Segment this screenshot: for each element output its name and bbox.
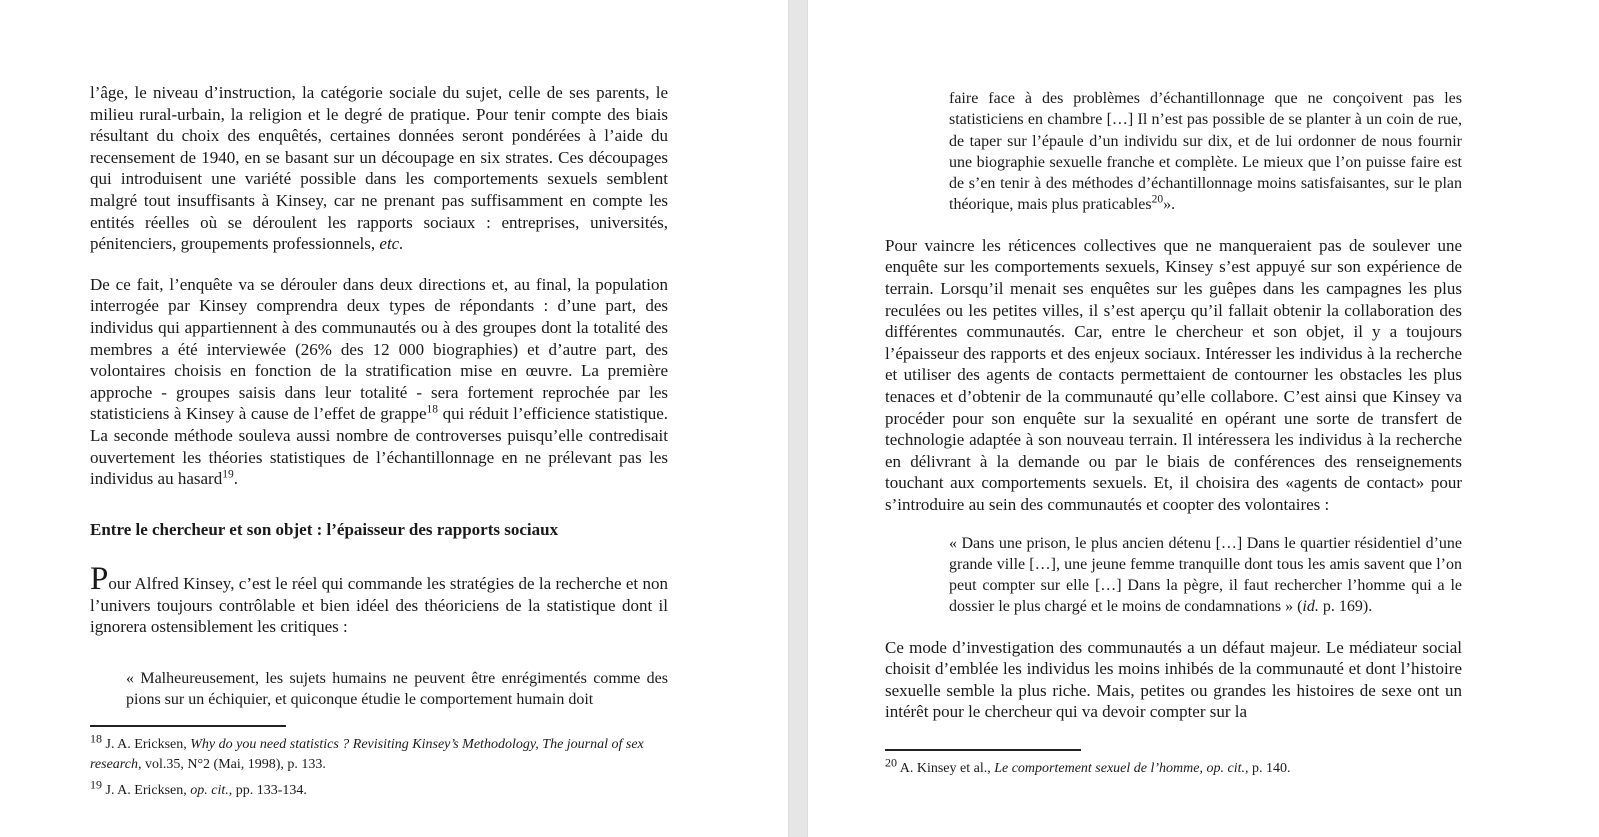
italic-etc: etc.: [379, 234, 404, 254]
blockquote-continuation: [949, 88, 1462, 216]
quote-text: ».: [1163, 196, 1176, 214]
paragraph-text: our Alfred Kinsey, c’est le réel qui commande les stratégies de la recherche et non l’univers toujours contrôlable et bien idéel des théoriciens de la statistique dont il ignorera ostensiblement les critiques :: [90, 574, 668, 637]
footnote-18: [90, 731, 668, 776]
quote-text: « Dans une prison, le plus ancien détenu […] Dans le quartier résidentiel d’une grande ville […], une jeune femme tranquille dont tous les amis savent que l’on peut compter sur elle […] Dans la pègre, il faut rechercher l’homme qui a le dossier le plus chargé et le moins de condamnations » (: [949, 534, 1462, 616]
footnotes-section: [90, 725, 668, 802]
footnote-ref-19: 19: [222, 468, 234, 481]
footnote-separator: [90, 725, 286, 727]
paragraph-text: l’âge, le niveau d’instruction, la catégorie sociale du sujet, celle de ses parents, le milieu rural-urbain, la religion et le degré de pratique. Pour tenir compte des biais résultant du choix des enquêtés, certaines données seront pondérées à l’aide du recensement de 1940, en se basant sur un découpage en six strates. Ces découpages qui introduisent une variété possible dans les comportements sexuels semblent malgré tout insuffisants à Kinsey, car ne prenant pas suffisamment en compte les entités réelles où se déroulent les rapports sociaux : entreprises, universités, pénitenciers, groupements professionnels,: [90, 83, 668, 254]
blockquote: « Malheureusement, les sujets humains ne peuvent être enrégimentés comme des pions sur un échiquier, et quiconque étudie le comportement humain doit: [126, 670, 668, 709]
paragraph: [90, 82, 668, 255]
paragraph: [90, 561, 668, 638]
footnote-text: J. A. Ericksen,: [102, 736, 191, 752]
paragraph-text: .: [233, 469, 238, 489]
footnotes-section: [885, 749, 1462, 780]
footnote-ref-18: 18: [426, 403, 439, 416]
footnote-text: A. Kinsey et al.,: [897, 761, 995, 777]
footnote-text: , pp. 133-134.: [228, 782, 307, 798]
footnote-separator: [885, 749, 1081, 751]
footnote-title-italic: Le comportement sexuel de l’homme, op. cit.: [994, 761, 1245, 777]
drop-cap-initial: P: [90, 561, 109, 598]
footnote-title-italic: Why do you need statistics ? Revisiting Kinsey’s Methodology, The journal of sex research,: [90, 736, 644, 773]
footnote-text: vol.35, N°2 (Mai, 1998), p. 133.: [141, 757, 326, 773]
footnote-number: 19: [90, 777, 102, 791]
document-page-right: [885, 88, 1462, 780]
paragraph: [90, 274, 668, 490]
paragraph-text: qui réduit l’efficience statistique. La seconde méthode souleva aussi nombre de controverses puisqu’elle contredisait ouvertement les théories statistiques de l’échantillonnage en ne prélevant pas les individus au hasard: [90, 404, 668, 489]
section-heading: Entre le chercheur et son objet : l’épaisseur des rapports sociaux: [90, 519, 559, 539]
citation-id-italic: id.: [1302, 598, 1319, 616]
footnote-number: 20: [885, 755, 897, 770]
blockquote: [949, 533, 1462, 618]
paragraph-text: De ce fait, l’enquête va se dérouler dans deux directions et, au final, la population interrogée par Kinsey comprendra deux types de répondants : d’une part, des individus qui appartiennent à des communautés ou à des groupes dont la totalité des membres a été interviewée (26% des 12 000 biographies) et d’autre part, des volontaires choisis en fonction de la stratification mise en œuvre. La première approche - groupes saisis dans leur totalité - sera fortement reprochée par les statisticiens à Kinsey à cause de l’effet de grappe: [90, 274, 668, 424]
page-gutter: [788, 0, 808, 837]
footnote-text: J. A. Ericksen,: [102, 782, 191, 798]
footnote-text: , p. 140.: [1244, 761, 1291, 777]
footnote-title-italic: op. cit.: [190, 782, 229, 798]
document-page-left: [90, 82, 668, 801]
footnote-ref-20: 20: [1151, 194, 1164, 207]
footnote-20: [885, 755, 1462, 780]
paragraph: Ce mode d’investigation des communautés a un défaut majeur. Le médiateur social choisit d’emblée les individus les moins inhibés de la communauté et dont l’histoire sexuelle semble la plus riche. Mais, petites ou grandes les histoires de sexe ont un intérêt pour le chercheur qui va devoir compter sur la: [885, 637, 1462, 722]
paragraph: Pour vaincre les réticences collectives que ne manqueraient pas de soulever une enquête sur les comportements sexuels, Kinsey s’est appuyé sur son expérience de terrain. Lorsqu’il menait ses enquêtes sur les guêpes dans les campagnes les plus reculées ou les petites villes, il s’est aperçu qu’il fallait obtenir la collaboration des différentes communautés. Car, entre le chercheur et son objet, il y a toujours l’épaisseur des rapports et des enjeux sociaux. Intéresser les individus à la recherche et utiliser des agents de contacts permettaient de contourner les obstacles les plus tenaces et d’obtenir de la communauté qu’elle collabore. C’est ainsi que Kinsey va procéder pour son enquête sur la sexualité en opérant une sorte de transfert de technologie adaptée à son nouveau terrain. Il intéressera les individus à la recherche en délivrant à la demande ou par le biais de conférences des renseignements touchant aux comportements sexuels. Et, il choisira des «agents de contact» pour s’introduire au sein des communautés et coopter des volontaires :: [885, 235, 1462, 514]
footnote-19: [90, 777, 668, 802]
quote-text: p. 169).: [1318, 598, 1373, 616]
footnote-number: 18: [90, 731, 102, 745]
quote-text: faire face à des problèmes d’échantillonnage que ne conçoivent pas les statisticiens en chambre […] Il n’est pas possible de se planter à un coin de rue, de taper sur l’épaule d’un individu sur dix, et de lui ordonner de nous fournir une biographie sexuelle franche et complète. Le mieux que l’on puisse faire est de s’en tenir à des méthodes d’échantillonnage moins satisfaisantes, sur le plan théorique, mais plus praticables: [949, 90, 1462, 214]
